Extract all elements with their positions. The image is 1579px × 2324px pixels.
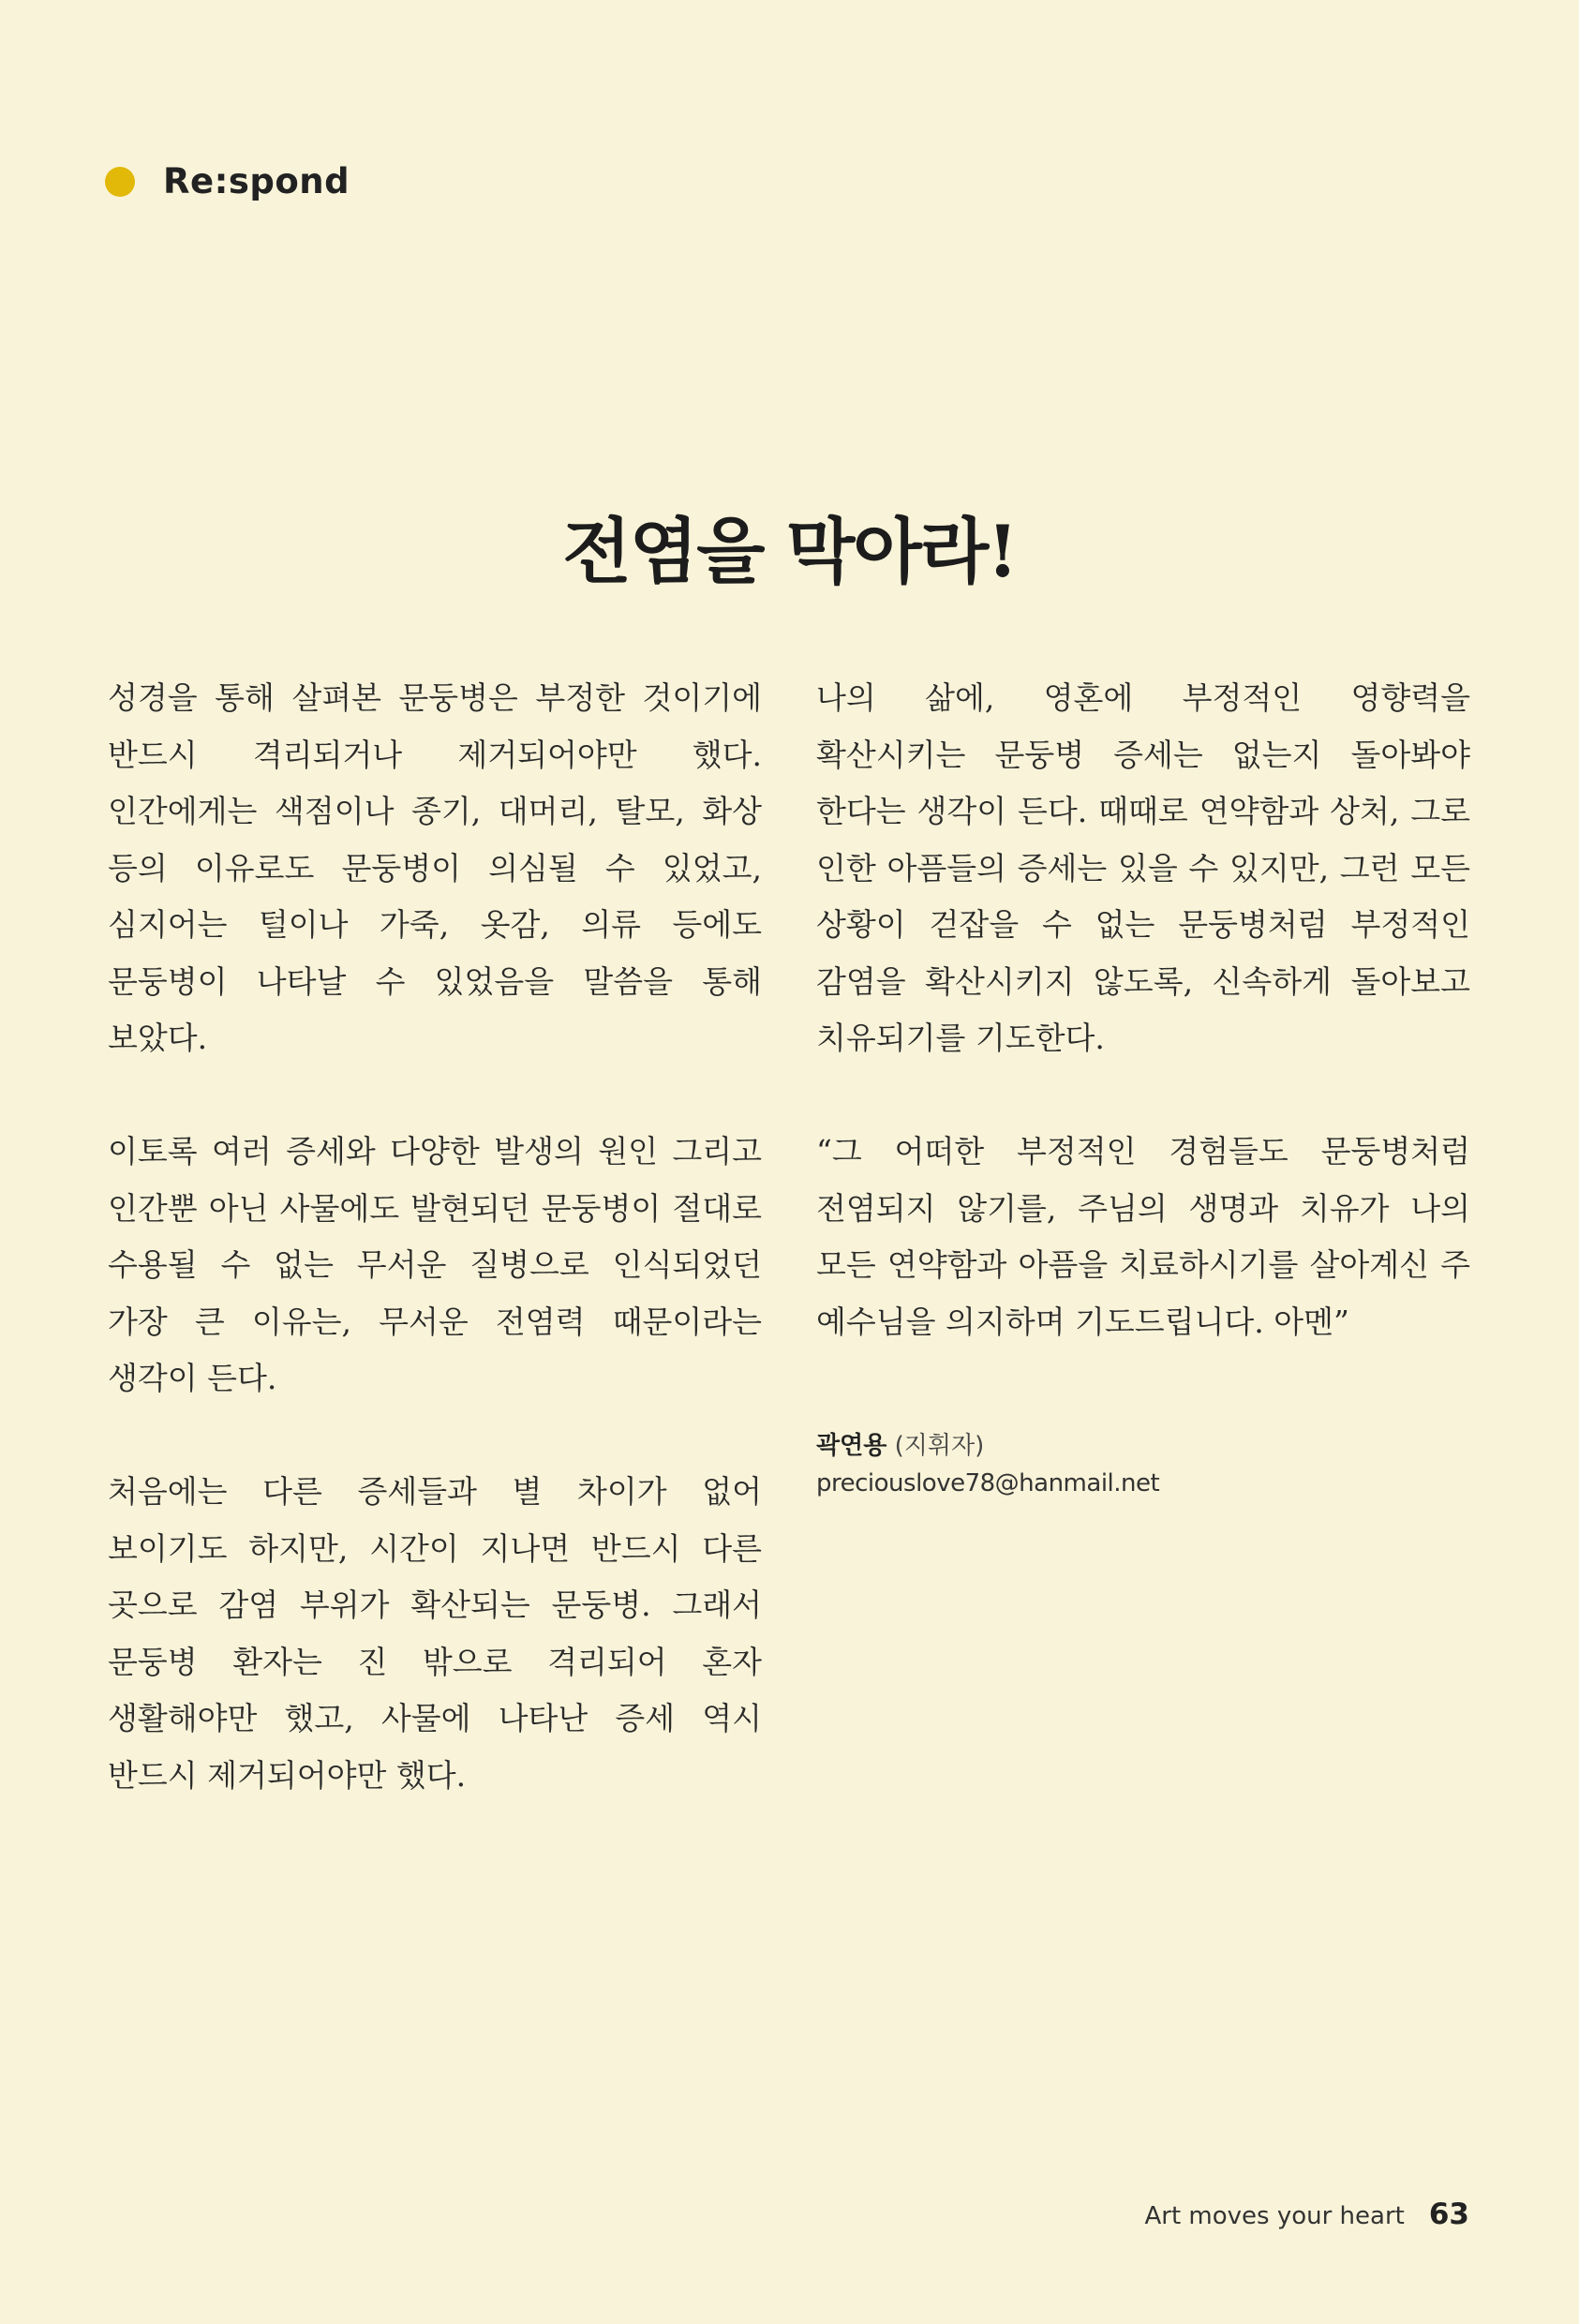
right-column <box>816 670 1470 1502</box>
author-name: 곽연용 <box>816 1432 887 1460</box>
article-title: 전염을 막아라! <box>562 510 1017 593</box>
page-footer <box>1144 2197 1469 2231</box>
paragraph: 이토록 여러 증세와 다양한 발생의 원인 그리고 인간뿐 아닌 사물에도 발현되던 문둥병이 절대로 수용될 수 없는 무서운 질병으로 인식되었던 가장 큰 이유는, 무서운 전염력 때문이라는 생각이 든다. <box>108 1133 762 1396</box>
footer-tagline: Art moves your heart <box>1144 2202 1405 2230</box>
author-role: (지휘자) <box>894 1432 985 1460</box>
page-number: 63 <box>1428 2197 1469 2231</box>
section-label: Re:spond <box>163 161 350 201</box>
author-block <box>816 1427 1470 1502</box>
bullet-dot-icon <box>105 167 135 197</box>
paragraph: 처음에는 다른 증세들과 별 차이가 없어 보이기도 하지만, 시간이 지나면 반드시 다른 곳으로 감염 부위가 확산되는 문둥병. 그래서 문둥병 환자는 진 밖으로 격리되어 혼자 생활해야만 했고, 사물에 나타난 증세 역시 반드시 제거되어야만 했다. <box>108 1473 762 1794</box>
author-line <box>816 1427 1470 1465</box>
author-email: preciouslove78@hanmail.net <box>816 1469 1160 1497</box>
paragraph: 나의 삶에, 영혼에 부정적인 영향력을 확산시키는 문둥병 증세는 없는지 돌아봐야 한다는 생각이 든다. 때때로 연약함과 상처, 그로 인한 아픔들의 증세는 있을 수 있지만, 그런 모든 상황이 걷잡을 수 없는 문둥병처럼 부정적인 감염을 확산시키지 않도록, 신속하게 돌아보고 치유되기를 기도한다. <box>816 679 1470 1056</box>
left-column <box>108 670 762 1861</box>
paragraph: 성경을 통해 살펴본 문둥병은 부정한 것이기에 반드시 격리되거나 제거되어야만 했다. 인간에게는 색점이나 종기, 대머리, 탈모, 화상 등의 이유로도 문둥병이 의심될 수 있었고, 심지어는 털이나 가죽, 옷감, 의류 등에도 문둥병이 나타날 수 있었음을 말씀을 통해 보았다. <box>108 679 762 1056</box>
prayer-quote: “그 어떠한 부정적인 경험들도 문둥병처럼 전염되지 않기를, 주님의 생명과 치유가 나의 모든 연약함과 아픔을 치료하시기를 살아계신 주 예수님을 의지하며 기도드립니다. 아멘” <box>816 1133 1470 1340</box>
section-header <box>105 161 350 201</box>
